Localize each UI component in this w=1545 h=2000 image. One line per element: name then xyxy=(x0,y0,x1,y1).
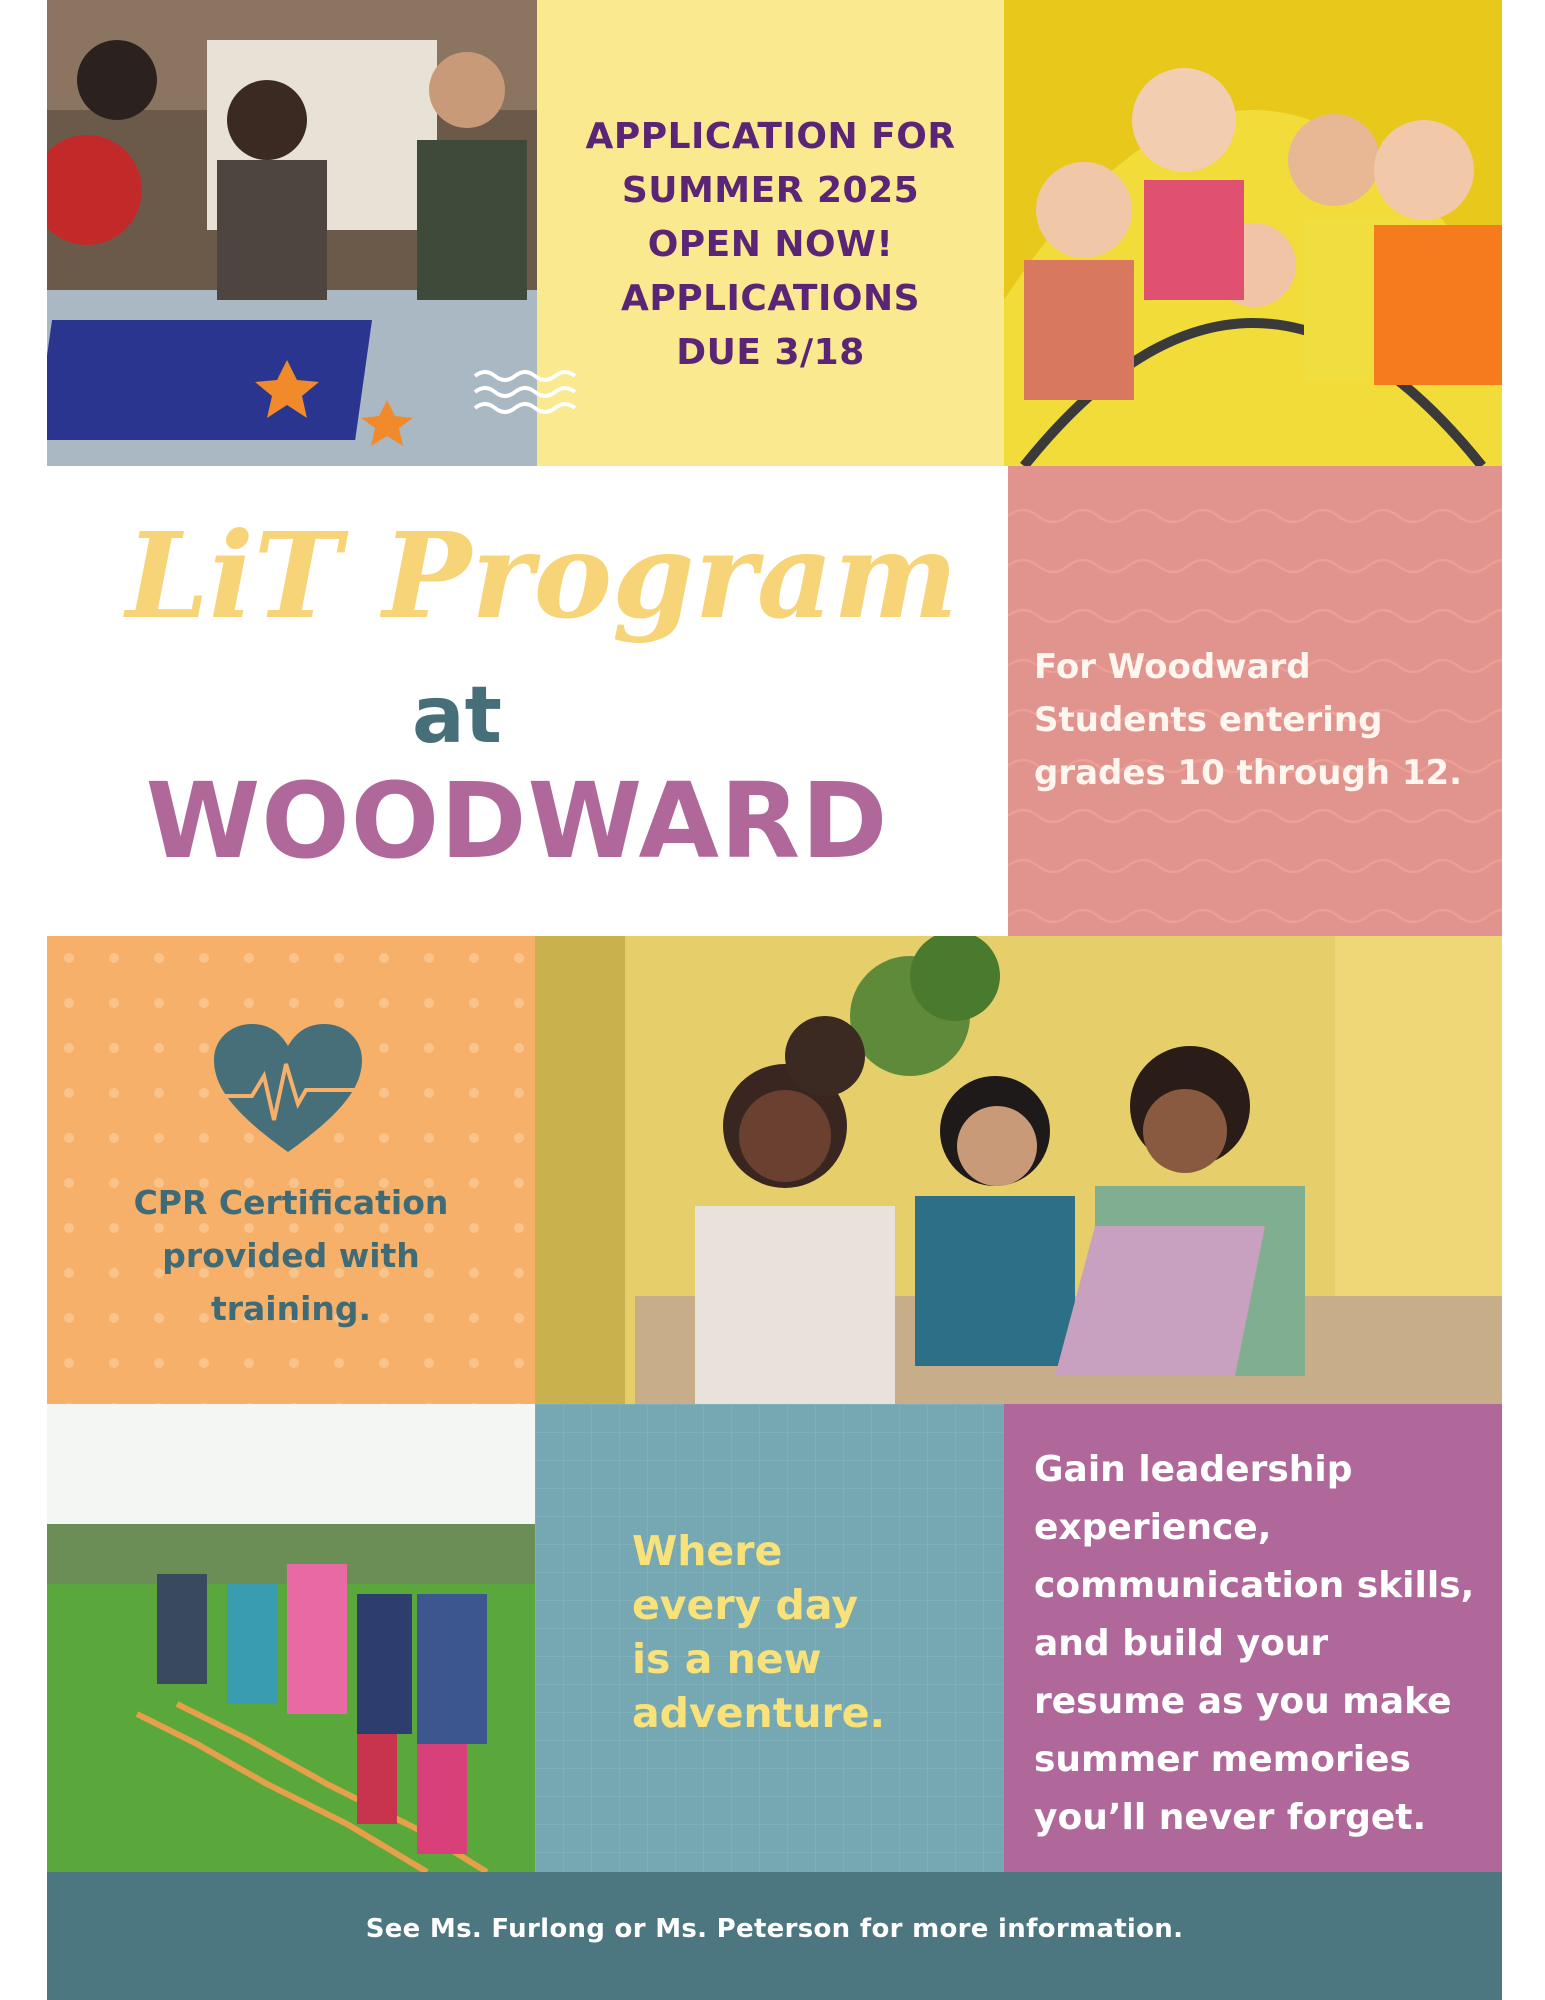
school-name: WOODWARD xyxy=(145,760,889,882)
cpr-panel xyxy=(47,936,535,1404)
cpr-line: provided with xyxy=(162,1236,420,1275)
benefits-line: summer memories xyxy=(1034,1739,1411,1780)
benefits-line: and build your xyxy=(1034,1623,1329,1664)
heart-pulse-icon xyxy=(212,1024,364,1154)
cpr-line: training. xyxy=(210,1289,372,1328)
photo-kids-tent xyxy=(1004,0,1502,466)
kids-tent-illustration xyxy=(1004,0,1502,466)
kids-field-illustration xyxy=(47,1404,535,1872)
application-line: APPLICATION FOR xyxy=(585,116,956,157)
eligibility-line: For Woodward xyxy=(1034,647,1311,687)
benefits-line: resume as you make xyxy=(1034,1681,1452,1722)
tagline-line: every day xyxy=(632,1581,859,1629)
title-connector: at xyxy=(412,671,502,761)
footer-contact: See Ms. Furlong or Ms. Peterson for more information. xyxy=(365,1914,1184,1944)
tagline-line: is a new xyxy=(632,1635,822,1683)
photo-art-class xyxy=(47,0,537,466)
photo-kids-field xyxy=(47,1404,535,1872)
eligibility-line: grades 10 through 12. xyxy=(1034,753,1463,793)
cpr-line: CPR Certification xyxy=(133,1183,449,1222)
photo-students-laptop xyxy=(535,936,1502,1404)
application-line: DUE 3/18 xyxy=(676,332,865,373)
benefits-line: communication skills, xyxy=(1034,1565,1475,1606)
students-laptop-illustration xyxy=(535,936,1502,1404)
application-line: APPLICATIONS xyxy=(620,278,921,319)
eligibility-panel xyxy=(1008,466,1502,936)
eligibility-line: Students entering xyxy=(1034,700,1383,740)
application-line: OPEN NOW! xyxy=(647,224,894,265)
benefits-line: Gain leadership xyxy=(1034,1449,1353,1490)
title-panel xyxy=(47,466,1004,936)
program-title: LiT Program xyxy=(125,506,959,645)
benefits-panel xyxy=(1004,1404,1502,1872)
wave-decoration xyxy=(470,366,600,426)
footer-bar xyxy=(47,1872,1502,2000)
tagline-panel xyxy=(535,1404,1004,1872)
art-class-illustration xyxy=(47,0,537,466)
tagline-line: Where xyxy=(632,1527,783,1575)
benefits-line: you’ll never forget. xyxy=(1034,1797,1427,1838)
application-notice-panel xyxy=(537,0,1004,466)
tagline-line: adventure. xyxy=(632,1689,886,1737)
benefits-line: experience, xyxy=(1034,1507,1272,1548)
application-line: SUMMER 2025 xyxy=(621,170,920,211)
